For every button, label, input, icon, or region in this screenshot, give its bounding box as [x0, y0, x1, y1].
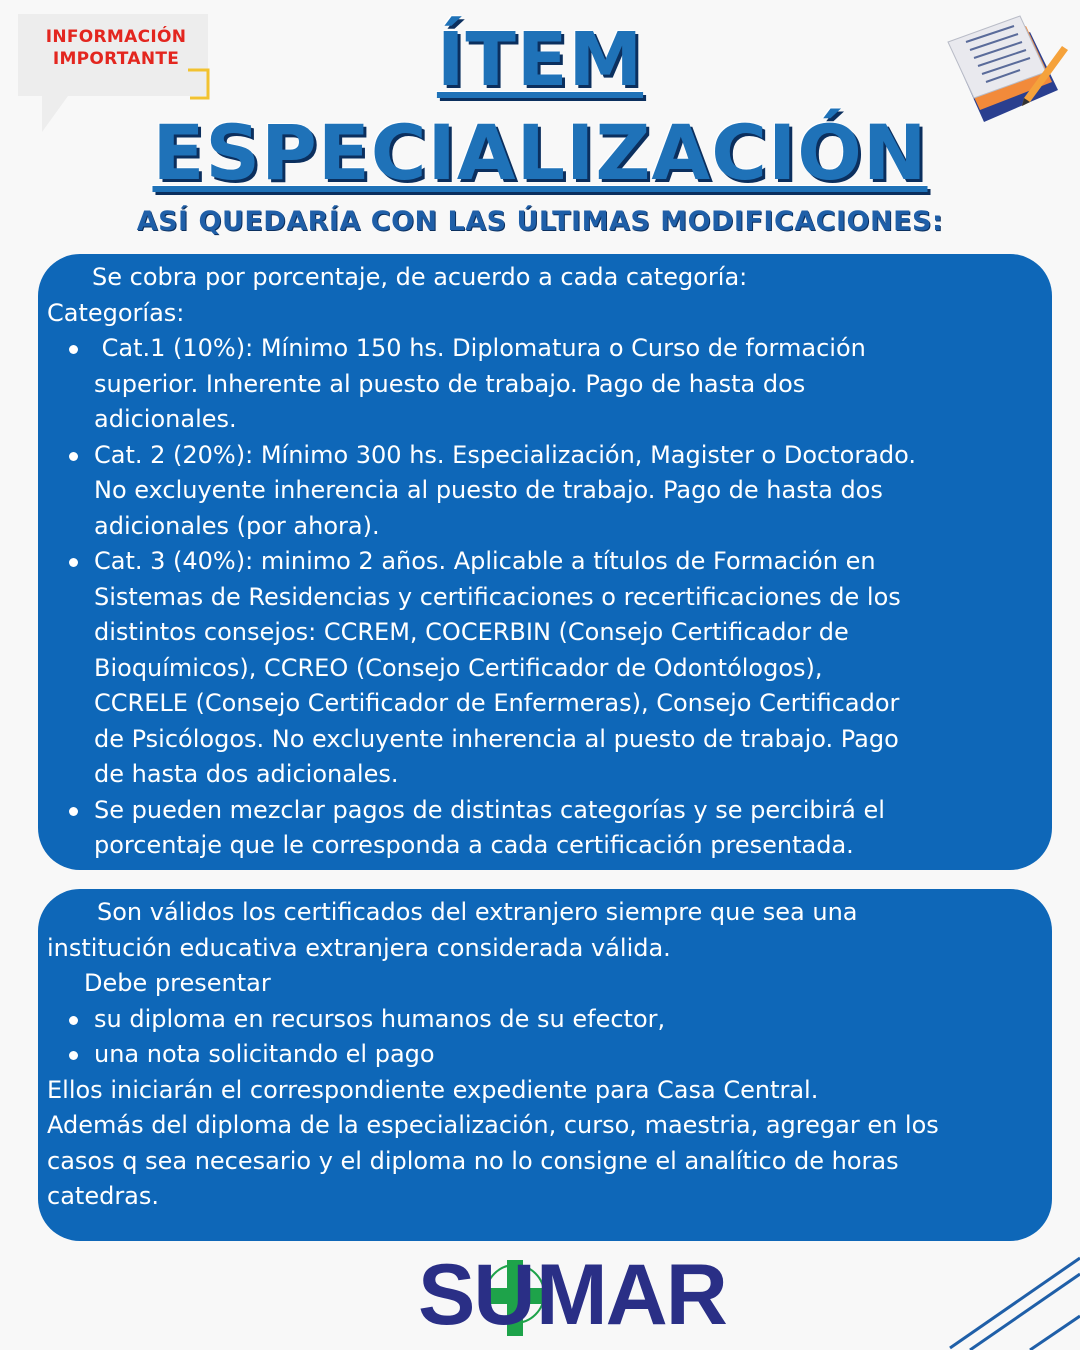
page-title-line-1: ÍTEM — [436, 17, 644, 103]
item-line: adicionales. — [94, 405, 237, 433]
badge-line-1: INFORMACIÓN — [45, 27, 187, 47]
list-item — [47, 793, 1038, 864]
item-line: Cat.1 (10%): Mínimo 150 hs. Diplomatura o Curso de formación — [94, 334, 866, 362]
item-line: porcentaje que le corresponda a cada certificación presentada. — [94, 831, 854, 859]
list-item — [47, 1002, 1038, 1038]
item-line: su diploma en recursos humanos de su efector, — [94, 1004, 666, 1033]
list-item — [47, 1037, 1038, 1073]
panel1-intro: Se cobra por porcentaje, de acuerdo a cada categoría: — [92, 263, 748, 291]
categories-list — [47, 331, 1038, 864]
page-title-line-2: ESPECIALIZACIÓN — [152, 108, 928, 197]
page-subtitle: ASÍ QUEDARÍA CON LAS ÚLTIMAS MODIFICACIONES: — [136, 206, 944, 237]
foreign-certificates-panel — [38, 889, 1052, 1241]
categories-label: Categorías: — [47, 298, 185, 327]
must-present-label: Debe presentar — [84, 969, 271, 997]
categories-panel — [38, 254, 1052, 870]
requirements-list — [47, 1002, 1038, 1073]
logo-text-mar: MAR — [536, 1247, 726, 1343]
item-line: CCRELE (Consejo Certificador de Enfermeras), Consejo Certificador — [94, 689, 900, 717]
list-item — [47, 544, 1038, 793]
item-line: superior. Inherente al puesto de trabajo. Pago de hasta dos — [94, 369, 806, 398]
panel2-intro-line-1: Son válidos los certificados del extranjero siempre que sea una — [97, 898, 858, 926]
item-line: Se pueden mezclar pagos de distintas categorías y se percibirá el — [94, 795, 885, 824]
item-line: una nota solicitando el pago — [94, 1040, 435, 1068]
extra-line: casos q sea necesario y el diploma no lo consigne el analítico de horas — [47, 1146, 899, 1175]
panel2-intro-line-2: institución educativa extranjera considerada válida. — [47, 933, 671, 962]
item-line: Cat. 2 (20%): Mínimo 300 hs. Especialización, Magister o Doctorado. — [94, 440, 917, 469]
item-line: de Psicólogos. No excluyente inherencia al puesto de trabajo. Pago — [94, 724, 899, 753]
item-line: No excluyente inherencia al puesto de trabajo. Pago de hasta dos — [94, 476, 883, 504]
item-line: Cat. 3 (40%): minimo 2 años. Aplicable a títulos de Formación en — [94, 547, 876, 575]
extra-line: Además del diploma de la especialización, curso, maestria, agregar en los — [47, 1111, 939, 1139]
list-item — [47, 331, 1038, 438]
item-line: distintos consejos: CCREM, COCERBIN (Consejo Certificador de — [94, 618, 849, 646]
closing-line: Ellos iniciarán el correspondiente expediente para Casa Central. — [47, 1075, 819, 1104]
sumar-logo — [418, 1247, 726, 1343]
extra-line: catedras. — [47, 1182, 160, 1210]
corner-stripes-decoration — [930, 1240, 1080, 1350]
badge-line-2: IMPORTANTE — [52, 49, 180, 69]
item-line: adicionales (por ahora). — [94, 511, 380, 540]
item-line: Sistemas de Residencias y certificaciones o recertificaciones de los — [94, 582, 901, 611]
list-item — [47, 438, 1038, 545]
logo-text-su: SU — [418, 1247, 534, 1343]
item-line: de hasta dos adicionales. — [94, 760, 399, 788]
item-line: Bioquímicos), CCREO (Consejo Certificador de Odontólogos), — [94, 653, 823, 682]
